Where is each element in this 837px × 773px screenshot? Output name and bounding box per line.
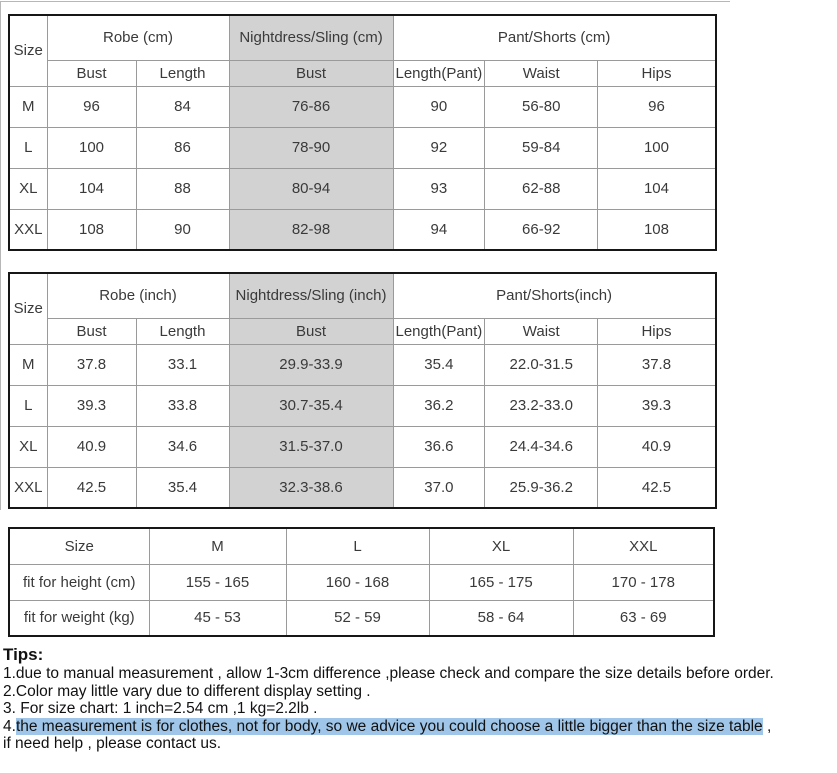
table-row [9,467,716,508]
value-cell: 93 [393,168,485,209]
table-row [9,168,716,209]
col-header-waist: Waist [485,318,598,344]
value-cell: 22.0-31.5 [485,344,598,385]
tip-line-4 [3,718,774,736]
col-header-hips: Hips [598,60,716,86]
table-row [9,344,716,385]
tip-line-4-trailing: , [762,717,772,735]
col-header-length-pant: Length(Pant) [393,60,485,86]
tip-line-4-number: 4. [3,717,16,735]
value-cell: 90 [136,209,229,250]
value-cell: 40.9 [598,426,716,467]
table-row [9,318,716,344]
value-cell: 37.8 [47,344,136,385]
value-cell: 42.5 [47,467,136,508]
value-cell: 90 [393,86,485,127]
value-cell: 34.6 [136,426,229,467]
tip-line-3: 3. For size chart: 1 inch=2.54 cm ,1 kg=2.2lb . [3,700,318,717]
value-cell: 160 - 168 [286,564,429,600]
tip-line-1: 1.due to manual measurement , allow 1-3cm difference ,please check and compare the size details before order. [3,665,774,682]
group-header-pant-inch: Pant/Shorts(inch) [393,273,716,318]
value-cell: 80-94 [229,168,393,209]
size-label: L [9,127,47,168]
value-cell: 96 [598,86,716,127]
value-cell: 31.5-37.0 [229,426,393,467]
size-label: XL [9,168,47,209]
size-label: L [9,385,47,426]
value-cell: 63 - 69 [573,600,714,636]
value-cell: 78-90 [229,127,393,168]
value-cell: 155 - 165 [149,564,286,600]
value-cell: 35.4 [393,344,485,385]
tip-line-4-highlighted-text: the measurement is for clothes, not for body, so we advice you could choose a little bigger than the size table [15,717,763,735]
value-cell: 104 [598,168,716,209]
table-row [9,528,714,564]
fit-header-size: Size [9,528,149,564]
value-cell: 100 [47,127,136,168]
value-cell: 33.1 [136,344,229,385]
group-header-nightdress-cm: Nightdress/Sling (cm) [229,15,393,60]
value-cell: 25.9-36.2 [485,467,598,508]
value-cell: 76-86 [229,86,393,127]
col-header-length: Length [136,318,229,344]
value-cell: 84 [136,86,229,127]
group-header-pant-cm: Pant/Shorts (cm) [393,15,716,60]
value-cell: 108 [598,209,716,250]
table-row [9,385,716,426]
group-header-robe-inch: Robe (inch) [47,273,229,318]
value-cell: 52 - 59 [286,600,429,636]
value-cell: 36.6 [393,426,485,467]
tips-section [3,645,774,753]
size-label: XL [9,426,47,467]
col-header-bust-nightdress: Bust [229,318,393,344]
table-row [9,209,716,250]
value-cell: 37.8 [598,344,716,385]
row-label: fit for height (cm) [9,564,149,600]
col-header-bust-nightdress: Bust [229,60,393,86]
table-row [9,600,714,636]
col-header-waist: Waist [485,60,598,86]
value-cell: 92 [393,127,485,168]
value-cell: 108 [47,209,136,250]
corner-size-header: Size [9,15,47,86]
size-label: M [9,344,47,385]
value-cell: 96 [47,86,136,127]
value-cell: 24.4-34.6 [485,426,598,467]
table-row [9,127,716,168]
value-cell: 32.3-38.6 [229,467,393,508]
value-cell: 59-84 [485,127,598,168]
table-row [9,60,716,86]
table-row [9,426,716,467]
row-label: fit for weight (kg) [9,600,149,636]
tips-title: Tips: [3,645,44,664]
fit-header-m: M [149,528,286,564]
tip-line-5: if need help , please contact us. [3,735,222,752]
fit-table [8,527,715,637]
tip-line-2: 2.Color may little vary due to different display setting . [3,682,371,700]
value-cell: 23.2-33.0 [485,385,598,426]
table-row [9,273,716,318]
table-row [9,564,714,600]
value-cell: 170 - 178 [573,564,714,600]
size-table-cm [8,14,717,251]
col-header-length: Length [136,60,229,86]
value-cell: 94 [393,209,485,250]
corner-size-header: Size [9,273,47,344]
cropped-frame-top-line [0,1,730,2]
value-cell: 39.3 [47,385,136,426]
value-cell: 165 - 175 [429,564,573,600]
value-cell: 56-80 [485,86,598,127]
value-cell: 36.2 [393,385,485,426]
col-header-hips: Hips [598,318,716,344]
value-cell: 33.8 [136,385,229,426]
col-header-bust: Bust [47,60,136,86]
value-cell: 104 [47,168,136,209]
value-cell: 66-92 [485,209,598,250]
fit-header-l: L [286,528,429,564]
group-header-robe-cm: Robe (cm) [47,15,229,60]
value-cell: 45 - 53 [149,600,286,636]
table-row [9,15,716,60]
size-table-inch [8,272,717,509]
value-cell: 30.7-35.4 [229,385,393,426]
cropped-frame-left-line [0,1,1,510]
value-cell: 35.4 [136,467,229,508]
size-label: XXL [9,209,47,250]
value-cell: 86 [136,127,229,168]
size-label: M [9,86,47,127]
value-cell: 37.0 [393,467,485,508]
value-cell: 39.3 [598,385,716,426]
size-label: XXL [9,467,47,508]
value-cell: 62-88 [485,168,598,209]
value-cell: 100 [598,127,716,168]
value-cell: 40.9 [47,426,136,467]
value-cell: 58 - 64 [429,600,573,636]
fit-header-xl: XL [429,528,573,564]
value-cell: 82-98 [229,209,393,250]
value-cell: 29.9-33.9 [229,344,393,385]
col-header-length-pant: Length(Pant) [393,318,485,344]
value-cell: 42.5 [598,467,716,508]
fit-header-xxl: XXL [573,528,714,564]
col-header-bust: Bust [47,318,136,344]
group-header-nightdress-inch: Nightdress/Sling (inch) [229,273,393,318]
value-cell: 88 [136,168,229,209]
table-row [9,86,716,127]
